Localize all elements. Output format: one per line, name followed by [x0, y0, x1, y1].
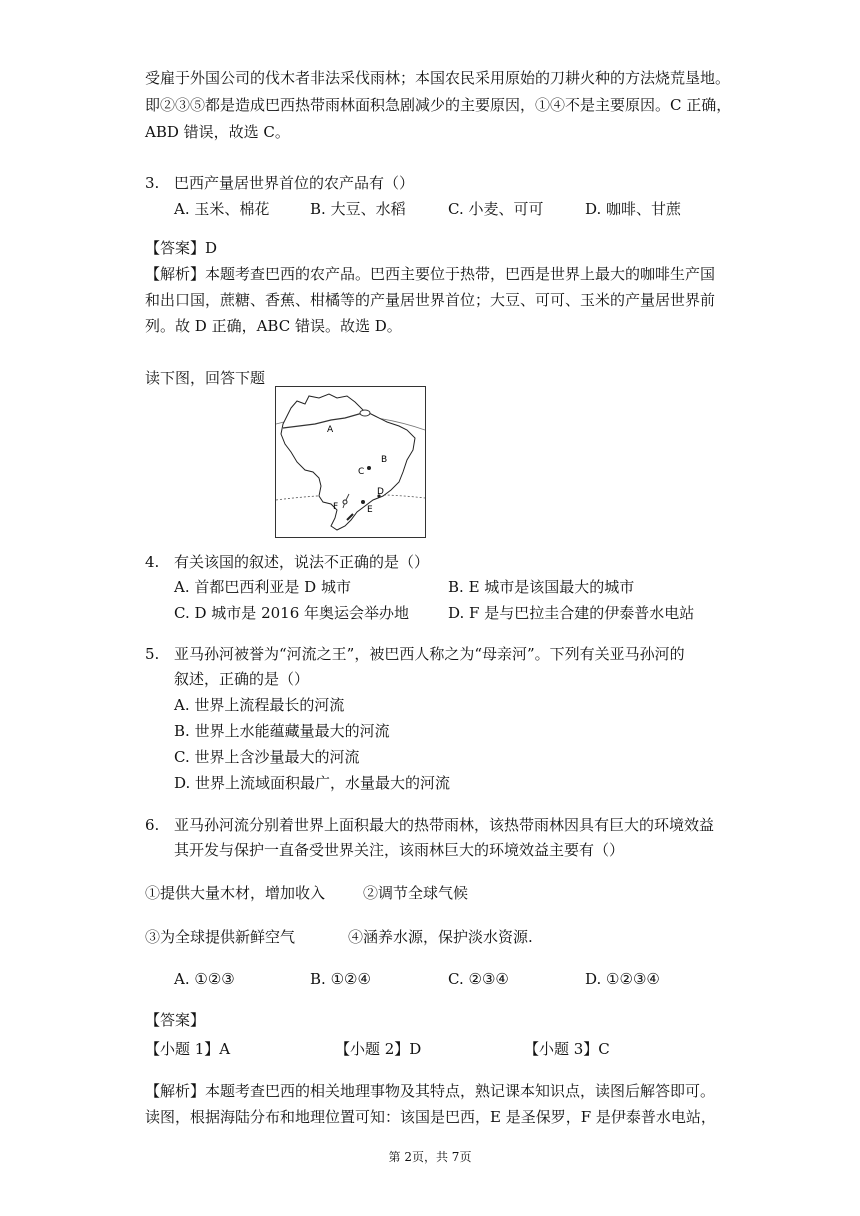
- map-label-a: A: [327, 425, 334, 435]
- option-letter: B.: [448, 578, 464, 596]
- intro-line-1: 受雇于外国公司的伐木者非法采伐雨林；本国农民采用原始的刀耕火种的方法烧荒垦地。: [145, 69, 731, 87]
- q4-option-d: [448, 603, 694, 623]
- q5-number: 5.: [145, 645, 160, 663]
- q3-stem: 巴西产量居世界首位的农产品有（）: [174, 174, 415, 192]
- map-label-c: C: [358, 467, 365, 477]
- option-letter: C.: [174, 748, 190, 766]
- city-e-dot: [361, 500, 365, 504]
- option-text: F 是与巴拉圭合建的伊泰普水电站: [469, 604, 695, 622]
- q4-number: 4.: [145, 553, 160, 571]
- option-text: ①②④: [330, 970, 371, 988]
- intro-line-2: 即②③⑤都是造成巴西热带雨林面积急剧减少的主要原因，①④不是主要原因。C 正确，: [145, 96, 732, 114]
- option-text: 大豆、水稻: [330, 200, 406, 218]
- answers-title: 【答案】: [145, 1011, 206, 1029]
- q5-option-d: [174, 773, 450, 793]
- q6-item-2: ②调节全球气候: [363, 884, 469, 902]
- option-letter: C.: [448, 200, 464, 218]
- option-letter: D.: [174, 774, 191, 792]
- map-label-f: F: [333, 502, 339, 512]
- option-text: ②③④: [468, 970, 509, 988]
- q6-item-1: ①提供大量木材，增加收入: [145, 884, 326, 902]
- q3-analysis-line-3: 列。故 D 正确，ABC 错误。故选 D。: [145, 317, 402, 335]
- option-letter: D.: [585, 970, 602, 988]
- answer-sub-1: 【小题 1】A: [145, 1040, 231, 1058]
- q5-option-b: [174, 721, 390, 741]
- q5-option-a: [174, 695, 344, 715]
- q3-option-d: [585, 199, 681, 219]
- page-footer: 第 2页，共 7页: [388, 1150, 472, 1164]
- q5-stem-line-1: 亚马孙河被誉为“河流之王”，被巴西人称之为“母亲河”。下列有关亚马孙河的: [174, 645, 685, 663]
- option-letter: B.: [310, 200, 326, 218]
- q3-option-b: [310, 199, 406, 219]
- option-text: E 城市是该国最大的城市: [468, 578, 635, 596]
- q3-option-a: [174, 199, 269, 219]
- map-label-b: B: [381, 455, 388, 465]
- q4-option-c: [174, 603, 409, 623]
- intro-line-3: ABD 错误，故选 C。: [145, 123, 290, 141]
- q5-stem-line-2: 叙述，正确的是（）: [174, 670, 310, 688]
- option-letter: A.: [174, 696, 190, 714]
- q6-option-a: [174, 969, 235, 989]
- q6-option-d: [585, 969, 660, 989]
- brazil-map-svg: [275, 386, 426, 538]
- option-letter: A.: [174, 970, 190, 988]
- city-c-dot: [367, 466, 371, 470]
- option-text: D 城市是 2016 年奥运会举办地: [194, 604, 410, 622]
- option-text: ①②③④: [606, 970, 660, 988]
- option-text: ①②③: [194, 970, 235, 988]
- option-letter: C.: [174, 604, 190, 622]
- option-letter: D.: [585, 200, 602, 218]
- option-text: 玉米、棉花: [194, 200, 270, 218]
- read-prompt: 读下图，回答下题: [145, 369, 266, 387]
- q4-option-b: [448, 577, 634, 597]
- map-label-e: E: [367, 505, 373, 515]
- option-text: 世界上流程最长的河流: [194, 696, 345, 714]
- q3-answer: 【答案】D: [145, 239, 218, 257]
- point-f-dot: [343, 500, 347, 504]
- q3-analysis-line-2: 和出口国，蔗糖、香蕉、柑橘等的产量居世界首位；大豆、可可、玉米的产量居世界前: [145, 291, 716, 309]
- q6-option-b: [310, 969, 371, 989]
- q6-item-4: ④涵养水源，保护淡水资源.: [348, 928, 533, 946]
- brazil-map-figure: [275, 386, 426, 538]
- q6-stem-line-1: 亚马孙河流分别着世界上面积最大的热带雨林，该热带雨林因具有巨大的环境效益: [174, 816, 715, 834]
- option-letter: A.: [174, 578, 190, 596]
- q5-option-c: [174, 747, 360, 767]
- final-analysis-line-1: 【解析】本题考查巴西的相关地理事物及其特点，熟记课本知识点，读图后解答即可。: [145, 1082, 716, 1100]
- q6-option-c: [448, 969, 509, 989]
- q3-analysis-line-1: 【解析】本题考查巴西的农产品。巴西主要位于热带，巴西是世界上最大的咖啡生产国: [145, 265, 716, 283]
- option-letter: B.: [310, 970, 326, 988]
- map-label-d: D: [377, 487, 384, 497]
- q6-stem-line-2: 其开发与保护一直备受世界关注，该雨林巨大的环境效益主要有（）: [174, 841, 625, 859]
- option-letter: A.: [174, 200, 190, 218]
- river-mouth: [360, 410, 370, 416]
- answer-sub-3: 【小题 3】C: [524, 1040, 610, 1058]
- option-letter: B.: [174, 722, 190, 740]
- answer-sub-2: 【小题 2】D: [335, 1040, 422, 1058]
- option-text: 首都巴西利亚是 D 城市: [194, 578, 351, 596]
- option-text: 小麦、可可: [468, 200, 544, 218]
- final-analysis-line-2: 读图，根据海陆分布和地理位置可知：该国是巴西，E 是圣保罗，F 是伊泰普水电站，: [145, 1108, 716, 1126]
- q6-item-3: ③为全球提供新鲜空气: [145, 928, 296, 946]
- q6-number: 6.: [145, 816, 160, 834]
- option-letter: D.: [448, 604, 465, 622]
- option-text: 世界上流域面积最广，水量最大的河流: [195, 774, 451, 792]
- option-text: 世界上水能蕴藏量最大的河流: [194, 722, 390, 740]
- q4-option-a: [174, 577, 351, 597]
- option-text: 世界上含沙量最大的河流: [194, 748, 360, 766]
- option-letter: C.: [448, 970, 464, 988]
- q3-number: 3.: [145, 174, 160, 192]
- q3-option-c: [448, 199, 544, 219]
- option-text: 咖啡、甘蔗: [606, 200, 682, 218]
- q4-stem: 有关该国的叙述，说法不正确的是（）: [174, 553, 430, 571]
